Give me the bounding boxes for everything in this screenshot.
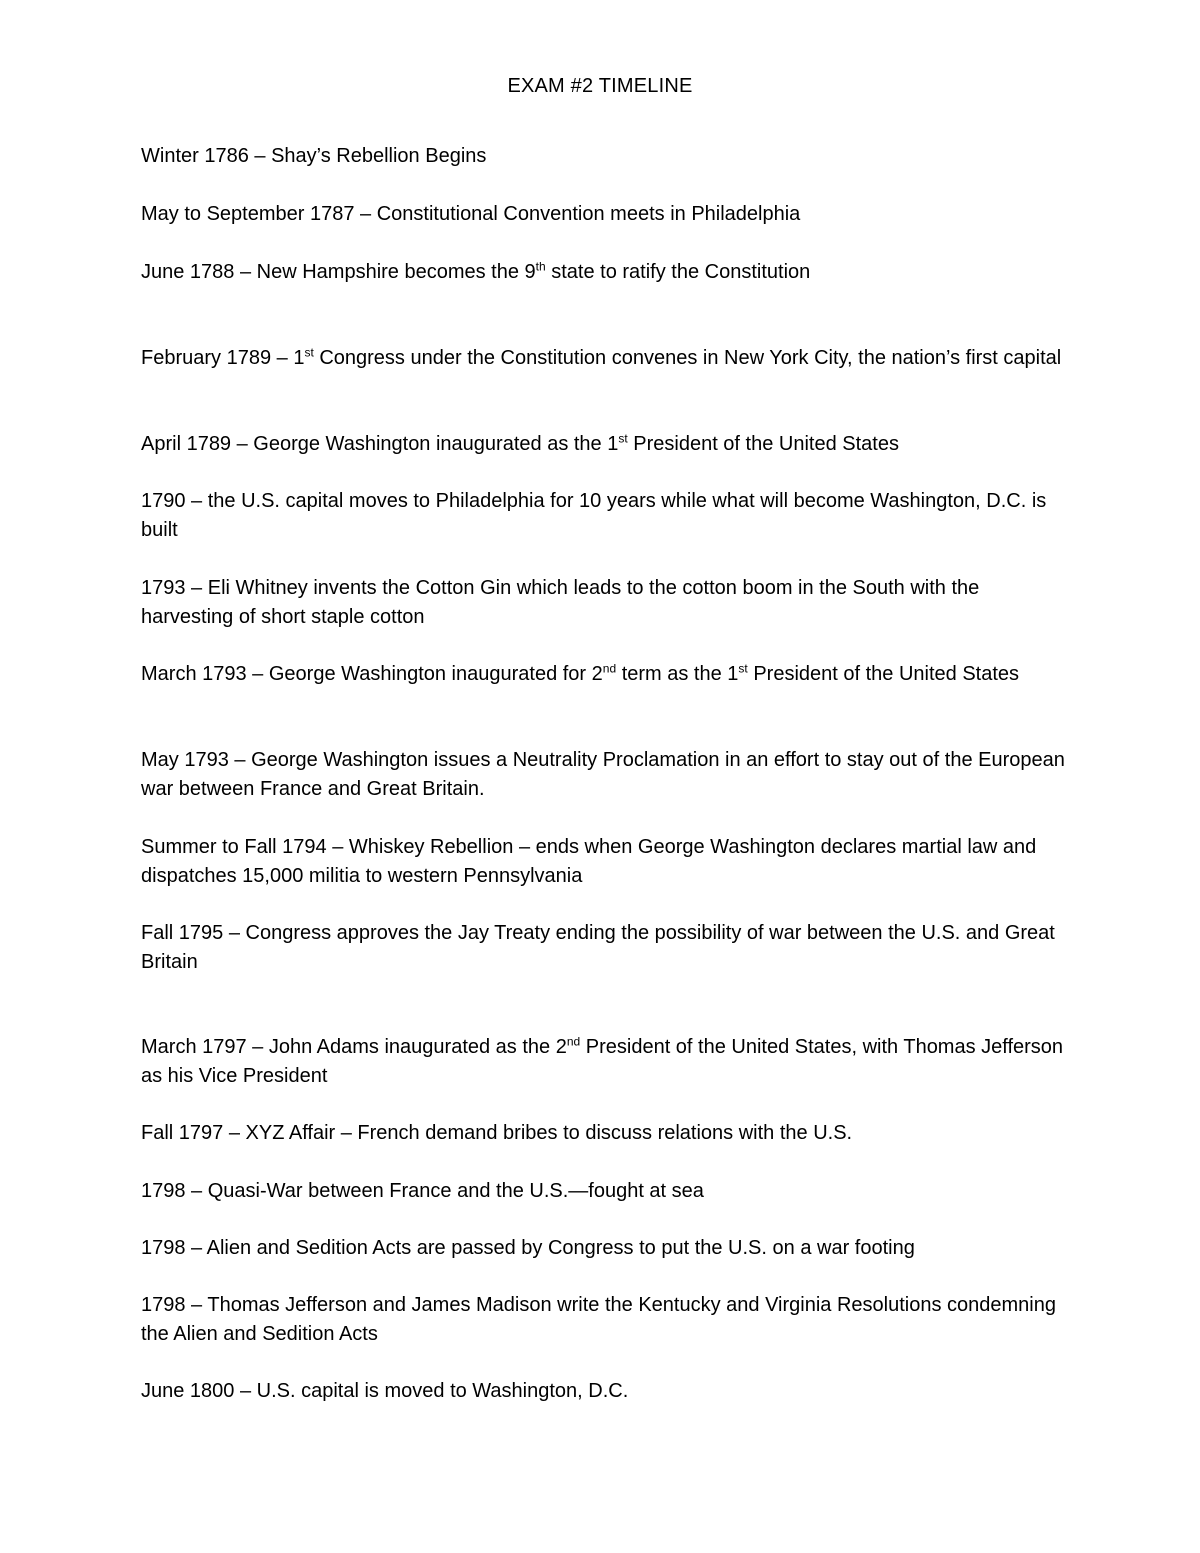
timeline-entry — [141, 200, 1066, 229]
timeline-entry — [141, 660, 1066, 689]
ordinal-suffix: nd — [566, 1034, 581, 1049]
timeline-entry — [141, 574, 1066, 631]
entry-text: May to September 1787 – Constitutional Convention meets in Philadelphia — [141, 203, 801, 225]
entry-text: 1798 – Quasi-War between France and the U.S.—fought at sea — [141, 1180, 704, 1202]
entry-text: March 1797 – John Adams inaugurated as the 2 — [141, 1036, 567, 1058]
entry-text: 1798 – Thomas Jefferson and James Madison write the Kentucky and Virginia Resolutions condemning the Alien and Sedition Acts — [141, 1294, 1056, 1345]
entry-text: President of the United States — [747, 663, 1020, 685]
timeline-entry — [141, 1033, 1066, 1090]
entry-text: June 1800 – U.S. capital is moved to Washington, D.C. — [141, 1380, 629, 1402]
timeline-entry — [141, 1377, 1066, 1406]
timeline-entry — [141, 1291, 1066, 1348]
timeline-entry — [141, 258, 1066, 287]
ordinal-suffix: nd — [602, 661, 617, 676]
entry-text: April 1789 – George Washington inaugurated as the 1 — [141, 433, 619, 455]
entry-text: 1793 – Eli Whitney invents the Cotton Gin which leads to the cotton boom in the South with the harvesting of short staple cotton — [141, 577, 980, 628]
timeline-entry — [141, 142, 1066, 171]
timeline-entry — [141, 1177, 1066, 1206]
entry-text: 1798 – Alien and Sedition Acts are passed by Congress to put the U.S. on a war footing — [141, 1237, 915, 1259]
entry-text: President of the United States — [627, 433, 899, 455]
entry-text: Fall 1797 – XYZ Affair – French demand bribes to discuss relations with the U.S. — [141, 1122, 853, 1144]
entry-text: May 1793 – George Washington issues a Neutrality Proclamation in an effort to stay out of the European war between France and Great Britain. — [141, 749, 1065, 800]
entry-text: Winter 1786 – Shay’s Rebellion Begins — [141, 145, 487, 167]
timeline-entry — [141, 746, 1066, 803]
entry-text: 1790 – the U.S. capital moves to Philadelphia for 10 years while what will become Washington, D.C. is built — [141, 490, 1047, 541]
ordinal-suffix: th — [535, 259, 546, 274]
ordinal-suffix: st — [618, 431, 628, 446]
timeline-entry — [141, 833, 1066, 890]
entry-text: March 1793 – George Washington inaugurated for 2 — [141, 663, 603, 685]
timeline-entry — [141, 344, 1066, 373]
ordinal-suffix: st — [738, 661, 748, 676]
document-title: EXAM #2 TIMELINE — [507, 75, 693, 97]
entry-text: February 1789 – 1 — [141, 347, 305, 369]
timeline-entry — [141, 430, 1066, 459]
entry-text: President of the United States, with Thomas Jefferson as his Vice President — [141, 1036, 1064, 1087]
timeline-entry — [141, 487, 1066, 544]
entry-text: Summer to Fall 1794 – Whiskey Rebellion – ends when George Washington declares martial law and dispatches 15,000 militia to western Pennsylvania — [141, 836, 1037, 887]
entry-text: term as the 1 — [616, 663, 739, 685]
timeline-entry — [141, 919, 1066, 976]
entry-text: Congress under the Constitution convenes in New York City, the nation’s first capital — [313, 347, 1062, 369]
timeline-entry — [141, 1119, 1066, 1148]
entry-text: state to ratify the Constitution — [545, 261, 811, 283]
entry-text: Fall 1795 – Congress approves the Jay Treaty ending the possibility of war between the U.S. and Great Britain — [141, 922, 1055, 973]
entry-text: June 1788 – New Hampshire becomes the 9 — [141, 261, 536, 283]
timeline-entry — [141, 1234, 1066, 1263]
ordinal-suffix: st — [304, 345, 314, 360]
